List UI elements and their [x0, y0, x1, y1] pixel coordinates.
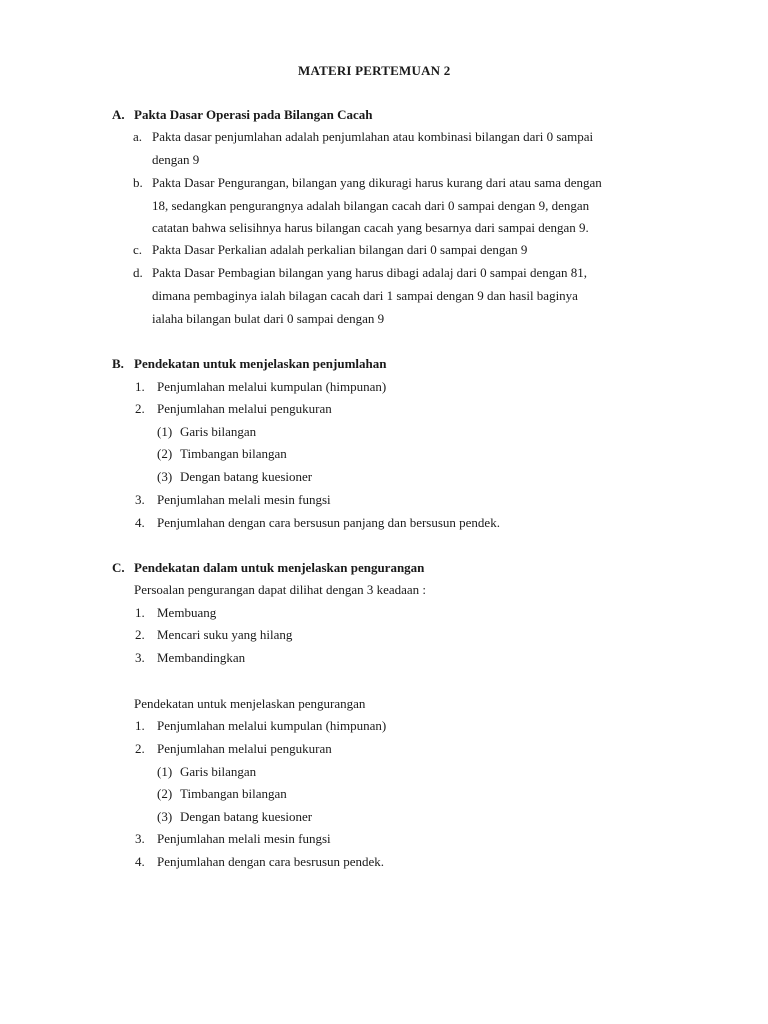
list-marker: 2.	[135, 627, 145, 642]
section-c-intro: Persoalan pengurangan dapat dilihat dengan 3 keadaan :	[134, 582, 427, 597]
sublist-marker: (3)	[157, 809, 173, 824]
section-b-marker: B.	[112, 356, 124, 371]
list-marker: a.	[133, 129, 143, 144]
list-marker: 1.	[135, 605, 145, 620]
list-marker: 2.	[135, 401, 145, 416]
sublist-marker: (1)	[157, 424, 173, 439]
section-c-subheading: Pendekatan untuk menjelaskan pengurangan	[134, 696, 366, 711]
list-item-text: ialaha bilangan bulat dari 0 sampai dengan 9	[152, 311, 385, 326]
list-item-text: Pakta Dasar Pembagian bilangan yang harus dibagi adalaj dari 0 sampai dengan 81,	[152, 265, 588, 280]
list-marker: 4.	[135, 515, 145, 530]
section-c-marker: C.	[112, 560, 125, 575]
list-item-text: catatan bahwa selisihnya harus bilangan cacah yang besarnya dari sampai dengan 9.	[152, 220, 589, 235]
list-item-text: Mencari suku yang hilang	[157, 627, 293, 642]
sublist-item-text: Garis bilangan	[180, 764, 257, 779]
list-marker: 3.	[135, 650, 145, 665]
list-marker: 1.	[135, 379, 145, 394]
list-item-text: Penjumlahan melalui kumpulan (himpunan)	[157, 718, 387, 733]
list-marker: 3.	[135, 492, 145, 507]
list-marker: 3.	[135, 831, 145, 846]
list-item-text: Penjumlahan melalui pengukuran	[157, 741, 332, 756]
list-item-text: Penjumlahan melali mesin fungsi	[157, 492, 331, 507]
sublist-item-text: Dengan batang kuesioner	[180, 809, 313, 824]
list-item-text: Penjumlahan melalui kumpulan (himpunan)	[157, 379, 387, 394]
list-item-text: Penjumlahan melali mesin fungsi	[157, 831, 331, 846]
list-item-text: Membuang	[157, 605, 217, 620]
list-marker: c.	[133, 242, 143, 257]
list-item-text: Penjumlahan melalui pengukuran	[157, 401, 332, 416]
sublist-marker: (2)	[157, 446, 173, 461]
list-marker: 4.	[135, 854, 145, 869]
list-item-text: Pakta Dasar Perkalian adalah perkalian bilangan dari 0 sampai dengan 9	[152, 242, 528, 257]
sublist-marker: (1)	[157, 764, 173, 779]
list-marker: 1.	[135, 718, 145, 733]
list-item-text: Penjumlahan dengan cara besrusun pendek.	[157, 854, 385, 869]
section-a-marker: A.	[112, 107, 125, 122]
sublist-item-text: Garis bilangan	[180, 424, 257, 439]
list-marker: b.	[133, 175, 143, 190]
sublist-marker: (2)	[157, 786, 173, 801]
list-item-text: dengan 9	[152, 152, 200, 167]
list-item-text: 18, sedangkan pengurangnya adalah bilangan cacah dari 0 sampai dengan 9, dengan	[152, 198, 590, 213]
section-a-heading: Pakta Dasar Operasi pada Bilangan Cacah	[134, 107, 373, 122]
list-item-text: Pakta Dasar Pengurangan, bilangan yang dikuragi harus kurang dari atau sama dengan	[152, 175, 602, 190]
list-marker: 2.	[135, 741, 145, 756]
list-marker: d.	[133, 265, 143, 280]
list-item-text: Pakta dasar penjumlahan adalah penjumlahan atau kombinasi bilangan dari 0 sampai	[152, 129, 594, 144]
sublist-marker: (3)	[157, 469, 173, 484]
document-title: MATERI PERTEMUAN 2	[298, 63, 451, 78]
list-item-text: Membandingkan	[157, 650, 246, 665]
section-b-heading: Pendekatan untuk menjelaskan penjumlahan	[134, 356, 387, 371]
list-item-text: dimana pembaginya ialah bilagan cacah dari 1 sampai dengan 9 dan hasil baginya	[152, 288, 578, 303]
sublist-item-text: Timbangan bilangan	[180, 446, 287, 461]
list-item-text: Penjumlahan dengan cara bersusun panjang dan bersusun pendek.	[157, 515, 500, 530]
sublist-item-text: Timbangan bilangan	[180, 786, 287, 801]
section-c-heading: Pendekatan dalam untuk menjelaskan pengurangan	[134, 560, 425, 575]
sublist-item-text: Dengan batang kuesioner	[180, 469, 313, 484]
